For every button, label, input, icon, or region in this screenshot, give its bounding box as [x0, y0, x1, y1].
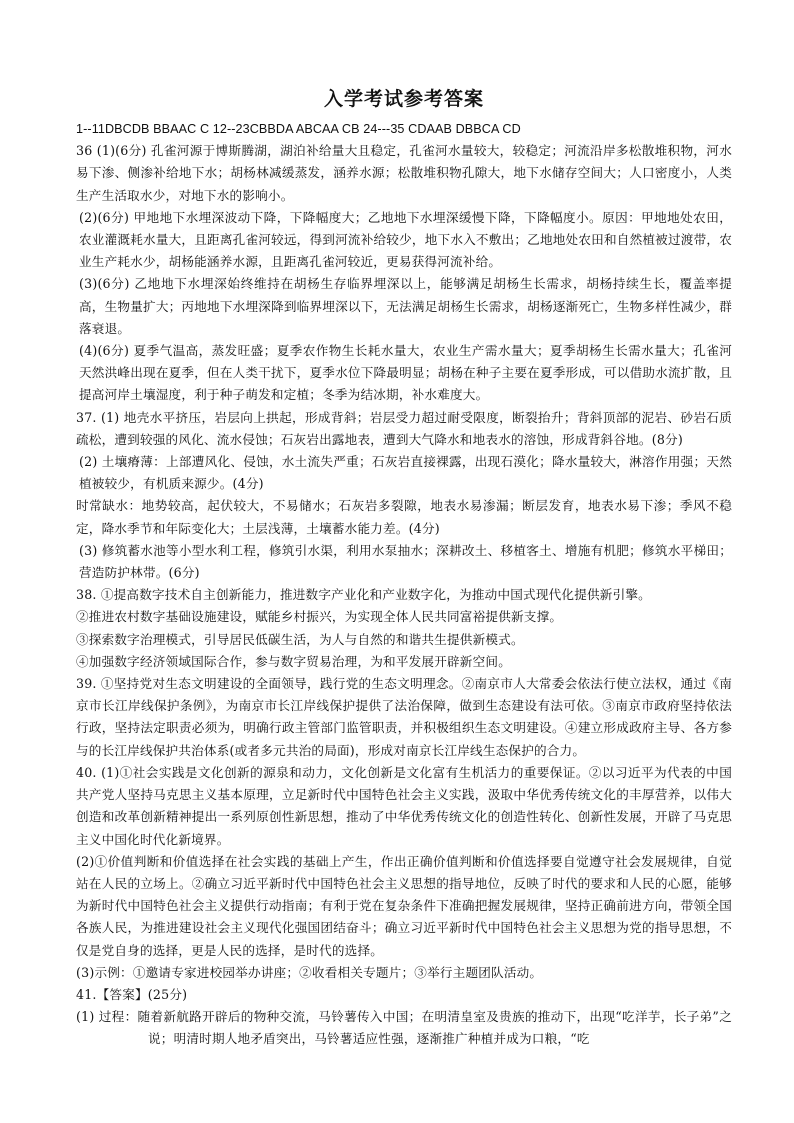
answer-38-3: ③探索数字治理模式，引导居民低碳生活，为人与自然的和谐共生提供新模式。: [76, 631, 524, 647]
page-title: 入学考试参考答案: [323, 88, 484, 110]
answer-37-1: 37. (1) 地壳水平挤压，岩层向上拱起，形成背斜；岩层受力超过耐受限度，断裂抬升；背斜顶部的泥岩、砂岩石质疏松，遭到较强的风化、流水侵蚀；石灰岩出露地表，遭到大气降水和地表水的溶蚀，形成背斜谷地。(8分): [76, 409, 732, 447]
choice-answers: 1--11DBCDB BBAAC C 12--23CBBDA ABCAA CB 24---35 CDAAB DBBCA CD: [76, 122, 521, 136]
answer-36-2: (2)(6分) 甲地地下水埋深波动下降，下降幅度大；乙地地下水埋深缓慢下降，下降幅度小。原因：甲地地处农田，农业灌溉耗水量大，且距离孔雀河较远，得到河流补给较少，地下水入不敷出；乙地地处农田和自然植被过渡带，农业生产耗水少，胡杨能涵养水源，且距离孔雀河较近，更易获得河流补给。: [79, 209, 732, 270]
answer-38-1: 38. ①提高数字技术自主创新能力，推进数字产业化和产业数字化，为推动中国式现代化提供新引擎。: [76, 587, 651, 603]
answer-37-2a: (2) 土壤瘠薄：上部遭风化、侵蚀，水土流失严重；石灰岩直接裸露，出现石漠化；降水量较大，淋溶作用强；天然植被较少，有机质来源少。(4分): [79, 454, 732, 492]
answer-41-1: (1) 过程：随着新航路开辟后的物种交流，马铃薯传入中国；在明清皇室及贵族的推动下，出现“吃洋芋，长子弟”之说；明清时期人地矛盾突出，马铃薯适应性强，逐渐推广种植并成为口粮，“吃: [76, 1009, 732, 1047]
answer-38-4: ④加强数字经济领域国际合作，参与数字贸易治理，为和平发展开辟新空间。: [76, 653, 511, 669]
answer-40-3: (3)示例：①邀请专家进校园举办讲座；②收看相关专题片；③举行主题团队活动。: [76, 964, 543, 980]
answer-36-1: 36 (1)(6分) 孔雀河源于博斯腾湖，湖泊补给量大且稳定，孔雀河水量较大，较稳定；河流沿岸多松散堆积物，河水易下渗、侧渗补给地下水；胡杨林减缓蒸发，涵养水源；松散堆积物孔隙大，地下水储存空间大；人口密度小，人类生产生活取水少，对地下水的影响小。: [76, 143, 732, 203]
answer-38-2: ②推进农村数字基础设施建设，赋能乡村振兴，为实现全体人民共同富裕提供新支撑。: [76, 609, 563, 625]
answer-40-1: 40. (1)①社会实践是文化创新的源泉和动力，文化创新是文化富有生机活力的重要保证。②以习近平为代表的中国共产党人坚持马克思主义基本原理，立足新时代中国特色社会主义实践，汲取中华优秀传统文化的丰厚营养，以伟大创造和改革创新精神提出一系列原创性新思想，推动了中华优秀传统文化的创造性转化、创新性发展，开辟了马克思主义中国化时代化新境界。: [76, 764, 732, 847]
answer-39: 39. ①坚持党对生态文明建设的全面领导，践行党的生态文明理念。②南京市人大常委会依法行使立法权，通过《南京市长江岸线保护条例》，为南京市长江岸线保护提供了法治保障，做到生态建设有法可依。③南京市政府坚持依法行政，坚持法定职责必须为，明确行政主管部门监管职责，并积极组织生态文明建设。④建立形成政府主导、各方参与的长江岸线保护共治体系(或者多元共治的局面)，形成对南京长江岸线生态保护的合力。: [76, 676, 732, 758]
answer-37-3: (3) 修筑蓄水池等小型水利工程，修筑引水渠，利用水泵抽水；深耕改土、移植客土、增施有机肥；修筑水平梯田；营造防护林带。(6分): [79, 542, 732, 581]
answer-37-2b: 时常缺水：地势较高，起伏较大，不易储水；石灰岩多裂隙，地表水易渗漏；断层发育，地表水易下渗；季风不稳定，降水季节和年际变化大；土层浅薄，土壤蓄水能力差。(4分): [76, 498, 732, 536]
answer-36-4: (4)(6分) 夏季气温高，蒸发旺盛；夏季农作物生长耗水量大，农业生产需水量大；夏季胡杨生长需水量大；孔雀河天然洪峰出现在夏季，但在人类干扰下，夏季水位下降最明显；胡杨在种子主要在夏季形成，可以借助水流扩散，且提高河岸土壤湿度，利于种子萌发和定植；冬季为结冰期，补水难度大。: [79, 343, 732, 403]
answer-41-header: 41.【答案】(25分): [76, 986, 188, 1002]
answer-40-2: (2)①价值判断和价值选择在社会实践的基础上产生，作出正确价值判断和价值选择要自觉遵守社会发展规律，自觉站在人民的立场上。②确立习近平新时代中国特色社会主义思想的指导地位，反映了时代的要求和人民的心愿，能够为新时代中国特色社会主义提供行动指南；有利于党在复杂条件下准确把握发展规律，坚持正确前进方向，带领全国各族人民，为推进建设社会主义现代化强国团结奋斗；确立习近平新时代中国特色社会主义思想为党的指导思想，不仅是党自身的选择，更是人民的选择，是时代的选择。: [76, 853, 732, 958]
answer-36-3: (3)(6分) 乙地地下水埋深始终维持在胡杨生存临界埋深以上，能够满足胡杨生长需求，胡杨持续生长，覆盖率提高，生物量扩大；丙地地下水埋深降到临界埋深以下，无法满足胡杨生长需求，胡杨逐渐死亡，生物多样性减少，群落衰退。: [79, 276, 732, 336]
